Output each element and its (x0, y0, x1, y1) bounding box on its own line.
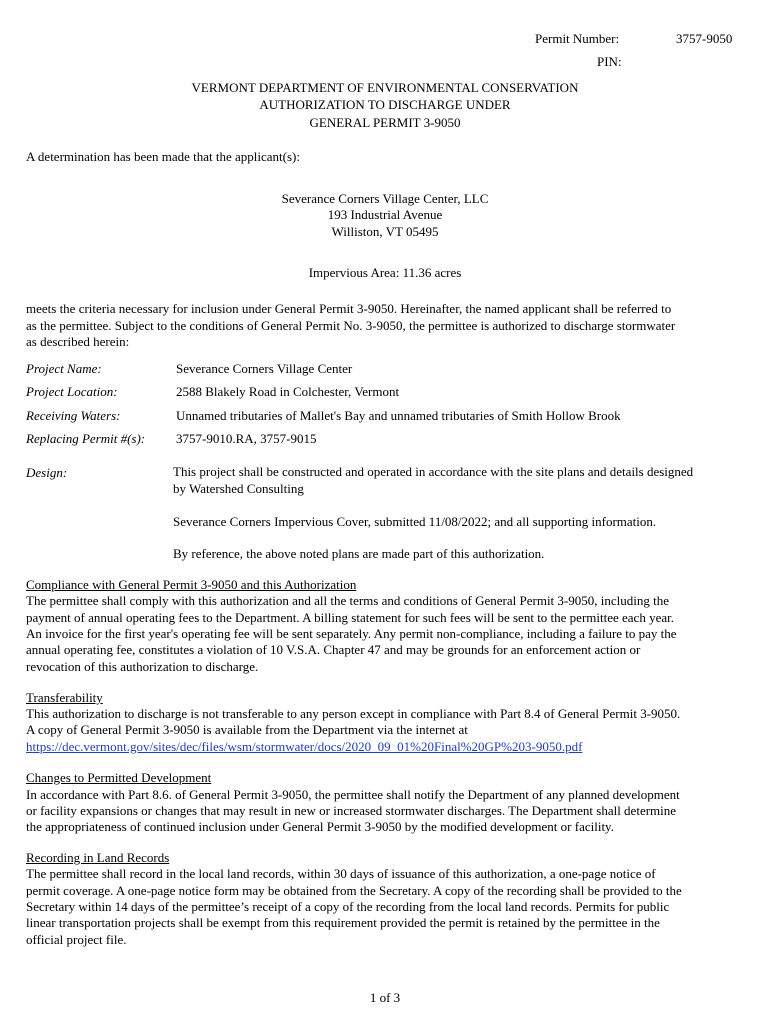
intro-text: A determination has been made that the applicant(s): (26, 149, 300, 164)
title-line-1: VERMONT DEPARTMENT OF ENVIRONMENTAL CONSERVATION (191, 80, 579, 95)
recording-line-5: official project file. (26, 932, 127, 947)
recording-line-2: permit coverage. A one-page notice form may be obtained from the Secretary. A copy of the recording shall be provided to the (26, 883, 682, 898)
recording-line-3: Secretary within 14 days of the permittee’s receipt of a copy of the recording from the local land records. Permits for public (26, 899, 670, 914)
applicant-name: Severance Corners Village Center, LLC (281, 191, 489, 206)
permit-number-value: 3757-9050 (676, 31, 733, 46)
criteria-line-3: as described herein: (26, 334, 130, 349)
changes-line-3: the appropriateness of continued inclusion under General Permit 3-9050 by the modified development or facility. (26, 819, 614, 834)
field-value-project-location: 2588 Blakely Road in Colchester, Vermont (176, 384, 400, 399)
recording-heading: Recording in Land Records (26, 850, 170, 865)
title-line-3: GENERAL PERMIT 3-9050 (309, 115, 461, 130)
criteria-line-2: as the permittee. Subject to the conditions of General Permit No. 3-9050, the permittee is authorized to discharge stormwater (26, 318, 676, 333)
design-line-4: By reference, the above noted plans are made part of this authorization. (173, 546, 545, 561)
design-line-1: This project shall be constructed and operated in accordance with the site plans and details designed (173, 464, 694, 479)
compliance-heading: Compliance with General Permit 3-9050 and this Authorization (26, 577, 357, 592)
recording-line-4: linear transportation projects shall be exempt from this requirement provided the permit is retained by the permittee in the (26, 915, 660, 930)
changes-line-1: In accordance with Part 8.6. of General Permit 3-9050, the permittee shall notify the Department of any planned development (26, 787, 680, 802)
design-label: Design: (26, 465, 68, 480)
field-value-project-name: Severance Corners Village Center (176, 361, 353, 376)
compliance-line-1: The permittee shall comply with this authorization and all the terms and conditions of General Permit 3-9050, including the (26, 593, 669, 608)
compliance-line-4: annual operating fee, constitutes a violation of 10 V.S.A. Chapter 47 and may be grounds for an enforcement action or (26, 642, 641, 657)
changes-heading: Changes to Permitted Development (26, 770, 212, 785)
changes-line-2: or facility expansions or changes that may result in new or increased stormwater discharges. The Department shall determine (26, 803, 677, 818)
compliance-line-5: revocation of this authorization to discharge. (26, 659, 259, 674)
field-value-receiving-waters: Unnamed tributaries of Mallet's Bay and unnamed tributaries of Smith Hollow Brook (176, 408, 621, 423)
transferability-line-1: This authorization to discharge is not transferable to any person except in compliance with Part 8.4 of General Permit 3-9050. (26, 706, 681, 721)
field-label-project-name: Project Name: (26, 361, 102, 376)
permit-number-label: Permit Number: (535, 31, 620, 46)
recording-line-1: The permittee shall record in the local land records, within 30 days of issuance of this authorization, a one-page notice of (26, 866, 656, 881)
impervious-area: Impervious Area: 11.36 acres (308, 265, 462, 280)
transferability-line-2: A copy of General Permit 3-9050 is available from the Department via the internet at (26, 722, 468, 737)
transferability-heading: Transferability (26, 690, 103, 705)
applicant-street: 193 Industrial Avenue (327, 207, 443, 222)
applicant-city: Williston, VT 05495 (331, 224, 439, 239)
title-line-2: AUTHORIZATION TO DISCHARGE UNDER (259, 97, 511, 112)
page-number: 1 of 3 (369, 990, 401, 1005)
criteria-line-1: meets the criteria necessary for inclusion under General Permit 3-9050. Hereinafter, the named applicant shall be referred to (26, 301, 672, 316)
pin-label: PIN: (597, 54, 622, 69)
field-label-replacing-permit: Replacing Permit #(s): (26, 431, 146, 446)
general-permit-link[interactable]: https://dec.vermont.gov/sites/dec/files/wsm/stormwater/docs/2020_09_01%20Final%20GP%203-9050.pdf (26, 739, 583, 754)
design-line-2: by Watershed Consulting (173, 481, 304, 496)
design-line-3: Severance Corners Impervious Cover, submitted 11/08/2022; and all supporting information. (173, 514, 657, 529)
compliance-line-2: payment of annual operating fees to the Department. A billing statement for such fees will be sent to the permittee each year. (26, 610, 674, 625)
compliance-line-3: An invoice for the first year's operating fee will be sent separately. Any permit non-compliance, including a failure to pay the (26, 626, 677, 641)
field-value-replacing-permit: 3757-9010.RA, 3757-9015 (176, 431, 317, 446)
field-label-project-location: Project Location: (26, 384, 118, 399)
field-label-receiving-waters: Receiving Waters: (26, 408, 121, 423)
